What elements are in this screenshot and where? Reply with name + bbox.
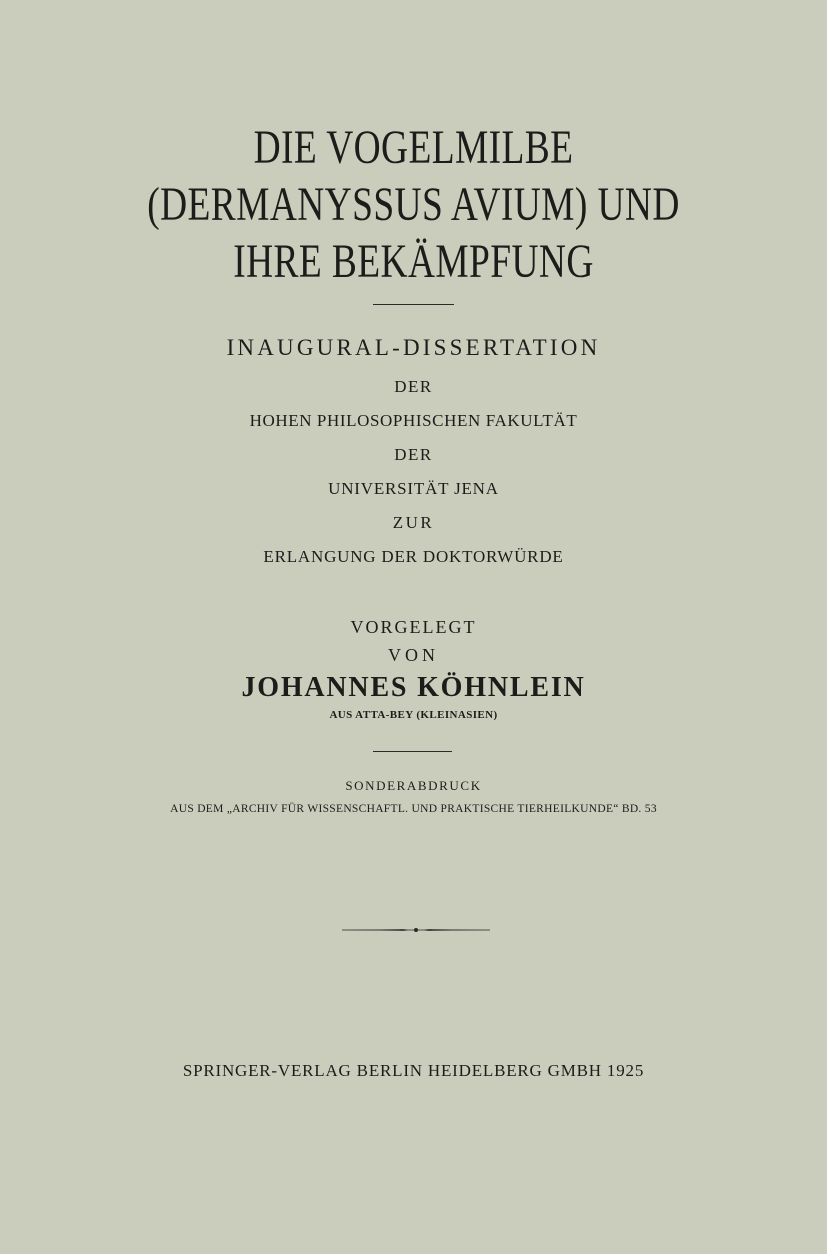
publisher-imprint: SPRINGER-VERLAG BERLIN HEIDELBERG GMBH 1925 bbox=[182, 1061, 645, 1080]
reprint-source: AUS DEM „ARCHIV FÜR WISSENSCHAFTL. UND PRAKTISCHE TIERHEILKUNDE“ BD. 53 bbox=[170, 803, 657, 815]
reprint-label: SONDERABDRUCK bbox=[345, 778, 482, 793]
dedication-university: UNIVERSITÄT JENA bbox=[328, 479, 499, 498]
ornament-rule-icon bbox=[340, 922, 492, 938]
title-line-3: IHRE BEKÄMPFUNG bbox=[233, 235, 594, 288]
author-origin: AUS ATTA-BEY (KLEINASIEN) bbox=[329, 709, 498, 721]
dedication-der-2: DER bbox=[394, 445, 433, 464]
divider-rule-top bbox=[373, 304, 454, 305]
dedication-der-1: DER bbox=[394, 377, 433, 396]
title-line-2: (DERMANYSSUS AVIUM) UND bbox=[147, 178, 680, 231]
presented-von: VON bbox=[388, 645, 439, 665]
dedication-faculty: HOHEN PHILOSOPHISCHEN FAKULTÄT bbox=[249, 411, 578, 430]
dedication-purpose: ERLANGUNG DER DOKTORWÜRDE bbox=[263, 547, 564, 566]
dedication-zur: ZUR bbox=[392, 513, 435, 532]
presented-vorgelegt: VORGELEGT bbox=[350, 617, 477, 637]
divider-rule-bottom bbox=[373, 751, 452, 752]
dissertation-subtitle: INAUGURAL-DISSERTATION bbox=[226, 335, 601, 360]
title-line-1: DIE VOGELMILBE bbox=[253, 121, 574, 174]
author-name: JOHANNES KÖHNLEIN bbox=[241, 672, 586, 703]
